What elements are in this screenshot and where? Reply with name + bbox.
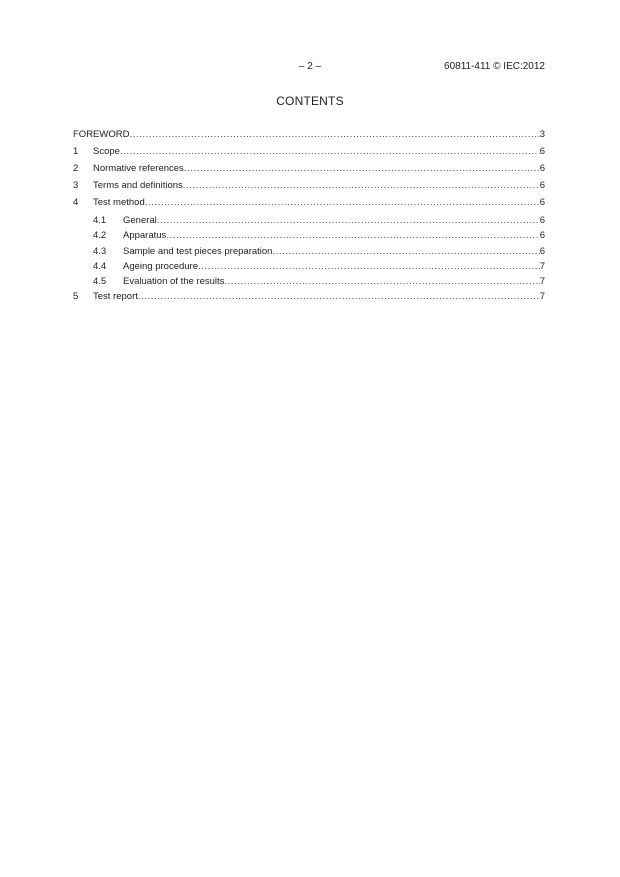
toc-entry-title: General [123, 215, 157, 226]
toc-entry-number: 4.5 [93, 276, 107, 287]
toc-entry-page: 7 [539, 291, 545, 302]
toc-entry-test-report[interactable] [73, 290, 545, 303]
page-number: – 2 – [298, 61, 322, 72]
toc-entry-page: 6 [539, 197, 545, 208]
toc-entry-title: FOREWORD [73, 129, 130, 140]
toc-entry-page: 6 [539, 246, 545, 257]
toc-entry-title: Ageing procedure [123, 261, 198, 272]
dot-leader [272, 245, 539, 258]
document-reference: 60811-411 © IEC:2012 [444, 61, 545, 72]
toc-entry-number: 2 [73, 163, 79, 174]
toc-entry-test-method[interactable] [73, 196, 545, 209]
toc-entry-number: 4.2 [93, 230, 107, 241]
toc-entry-apparatus[interactable] [93, 229, 545, 242]
dot-leader [138, 290, 540, 303]
toc-entry-title: Evaluation of the results [123, 276, 225, 287]
dot-leader [183, 179, 540, 192]
toc-entry-sample-preparation[interactable] [93, 245, 545, 258]
toc-entry-page: 7 [539, 261, 545, 272]
toc-entry-number: 3 [73, 180, 79, 191]
dot-leader [166, 229, 539, 242]
dot-leader [157, 214, 540, 227]
dot-leader [120, 145, 540, 158]
toc-entry-number: 4.1 [93, 215, 107, 226]
toc-entry-page: 3 [539, 129, 545, 140]
toc-entry-page: 6 [539, 215, 545, 226]
toc-entry-evaluation-of-results[interactable] [93, 275, 545, 288]
toc-entry-page: 6 [539, 180, 545, 191]
toc-entry-number: 4 [73, 197, 79, 208]
toc-entry-number: 1 [73, 146, 79, 157]
toc-entry-terms-and-definitions[interactable] [73, 179, 545, 192]
toc-entry-title: Apparatus [123, 230, 167, 241]
toc-entry-number: 4.3 [93, 246, 107, 257]
toc-entry-general[interactable] [93, 214, 545, 227]
toc-entry-title: Terms and definitions [93, 180, 183, 191]
toc-entry-number: 4.4 [93, 261, 107, 272]
dot-leader [145, 196, 540, 209]
toc-entry-number: 5 [73, 291, 79, 302]
toc-entry-title: Test method [93, 197, 145, 208]
toc-entry-title: Sample and test pieces preparation [123, 246, 273, 257]
toc-entry-title: Normative references [93, 163, 184, 174]
dot-leader [198, 260, 540, 273]
toc-entry-page: 6 [539, 146, 545, 157]
contents-title: CONTENTS [276, 94, 344, 108]
toc-entry-page: 7 [539, 276, 545, 287]
dot-leader [184, 162, 540, 175]
toc-entry-scope[interactable] [73, 145, 545, 158]
toc-entry-page: 6 [539, 230, 545, 241]
dot-leader [129, 128, 539, 141]
toc-entry-page: 6 [539, 163, 545, 174]
toc-entry-title: Test report [93, 291, 138, 302]
toc-entry-normative-references[interactable] [73, 162, 545, 175]
toc-entry-ageing-procedure[interactable] [93, 260, 545, 273]
toc-entry-title: Scope [93, 146, 120, 157]
toc-entry-foreword[interactable] [73, 128, 545, 141]
dot-leader [224, 275, 539, 288]
